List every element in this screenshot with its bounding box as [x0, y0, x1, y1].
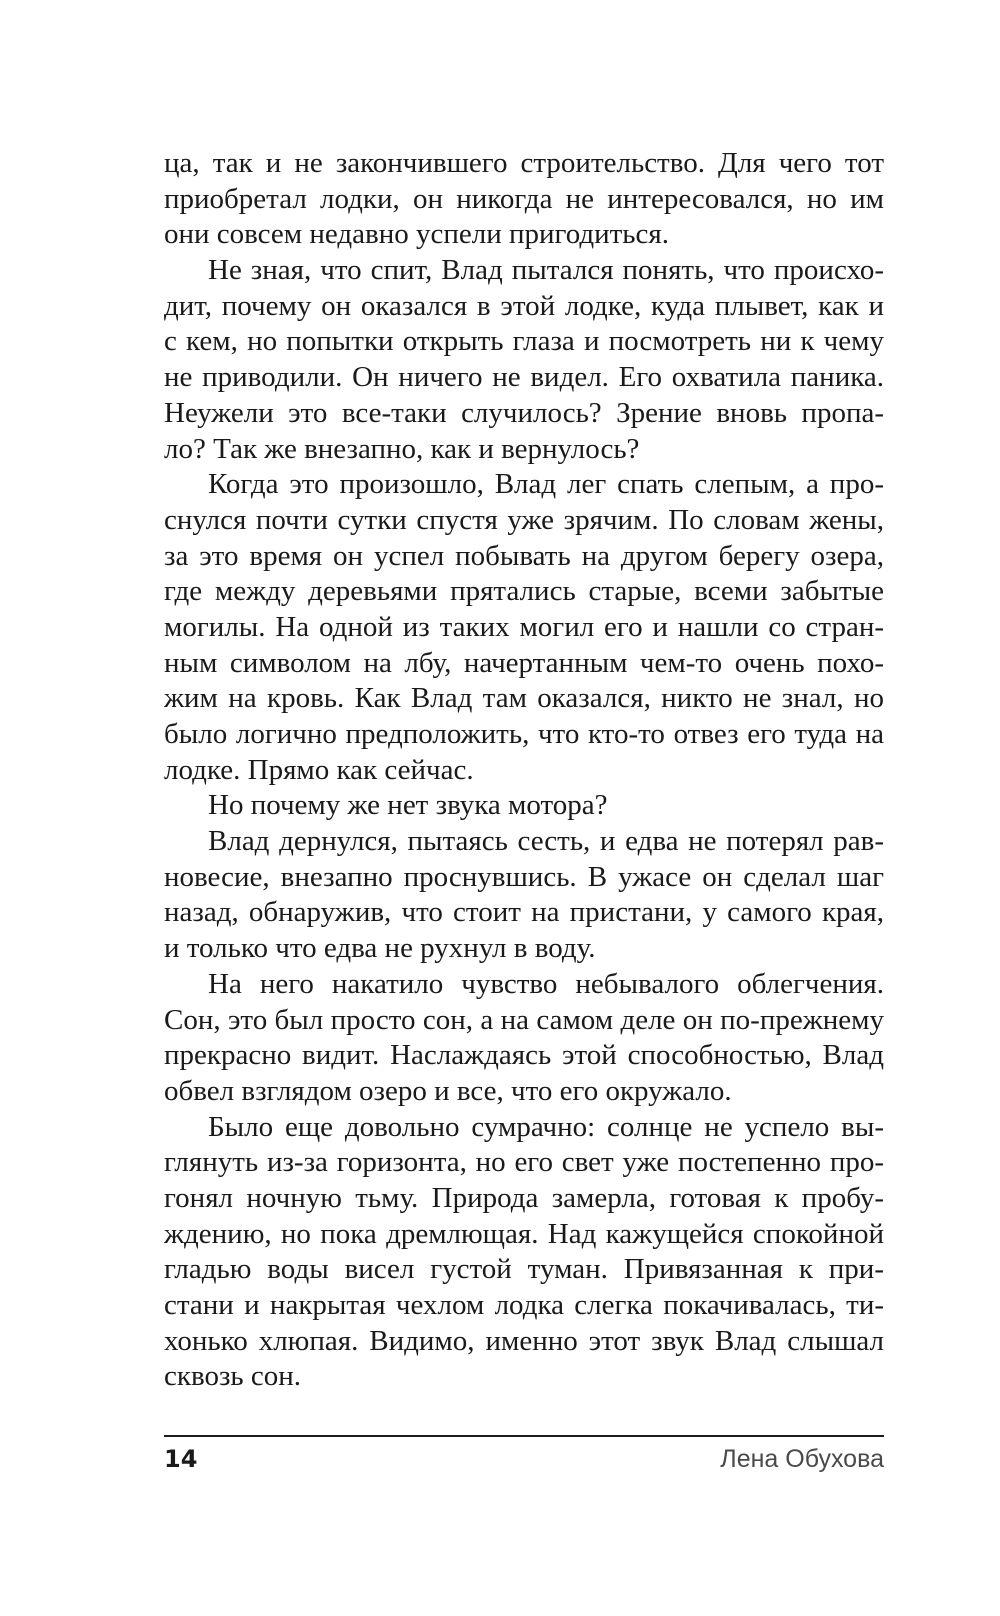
- text-line: Но почему же нет звука мотора?: [208, 789, 608, 822]
- text-line: было логично предположить, что кто-то отвез его туда на: [164, 718, 884, 750]
- text-line: снулся почти сутки спустя уже зрячим. По словам жены,: [164, 503, 884, 536]
- text-line: новесие, внезапно проснувшись. В ужасе он сделал шаг: [164, 860, 884, 893]
- paragraph: [164, 467, 884, 788]
- paragraph: [164, 146, 884, 253]
- author-name: Лена Обухова: [720, 1445, 884, 1473]
- text-line: Сон, это был просто сон, а на самом деле он по-прежнему: [164, 1003, 884, 1036]
- paragraph: [164, 967, 884, 1110]
- text-line: дит, почему он оказался в этой лодке, куда плывет, как и: [164, 289, 884, 322]
- text-line: где между деревьями прятались старые, всеми забытые: [164, 575, 884, 608]
- text-line: сквозь сон.: [164, 1360, 302, 1393]
- text-line: назад, обнаружив, что стоит на пристани, у самого края,: [164, 896, 884, 929]
- page-number: 14: [164, 1445, 198, 1473]
- text-line: они совсем недавно успели пригодиться.: [164, 218, 669, 251]
- text-line: с кем, но попытки открыть глаза и посмотреть ни к чему: [164, 325, 884, 358]
- paragraph: [164, 788, 884, 824]
- text-line: хонько хлюпая. Видимо, именно этот звук Влад слышал: [164, 1324, 884, 1357]
- text-line: Было еще довольно сумрачно: солнце не успело вы-: [208, 1110, 884, 1143]
- text-line: ждению, но пока дремлющая. Над кажущейся спокойной: [164, 1217, 884, 1250]
- text-line: за это время он успел побывать на другом берегу озера,: [164, 539, 884, 572]
- text-line: прекрасно видит. Наслаждаясь этой способностью, Влад: [164, 1039, 884, 1072]
- text-line: и только что едва не рухнул в воду.: [164, 932, 596, 965]
- text-line: ным символом на лбу, начертанным чем-то очень похо-: [164, 646, 884, 679]
- footer-divider: [164, 1435, 884, 1437]
- text-line: Неужели это все-таки случилось? Зрение вновь пропа-: [164, 396, 884, 429]
- paragraph: [164, 824, 884, 967]
- text-line: ло? Так же внезапно, как и вернулось?: [164, 432, 640, 465]
- text-line: лодке. Прямо как сейчас.: [164, 753, 474, 786]
- text-line: ца, так и не закончившего строительство. Для чего тот: [164, 147, 884, 179]
- text-line: обвел взглядом озеро и все, что его окружало.: [164, 1074, 732, 1107]
- text-line: могилы. На одной из таких могил его и нашли со стран-: [164, 610, 884, 643]
- paragraph: [164, 1110, 884, 1396]
- text-line: стани и накрытая чехлом лодка слегка покачивалась, ти-: [164, 1289, 884, 1321]
- text-line: жим на кровь. Как Влад там оказался, никто не знал, но: [164, 682, 884, 715]
- text-line: не приводили. Он ничего не видел. Его охватила паника.: [164, 361, 884, 394]
- text-line: Когда это произошло, Влад лег спать слепым, а про-: [208, 468, 884, 501]
- body-text: [164, 146, 884, 1395]
- text-line: Не зная, что спит, Влад пытался понять, что происхо-: [208, 254, 884, 287]
- paragraph: [164, 253, 884, 467]
- text-line: Влад дернулся, пытаясь сесть, и едва не потерял рав-: [208, 825, 884, 858]
- text-line: гонял ночную тьму. Природа замерла, готовая к пробу-: [164, 1181, 884, 1214]
- text-line: гладью воды висел густой туман. Привязанная к при-: [164, 1253, 884, 1286]
- text-line: глянуть из-за горизонта, но его свет уже постепенно про-: [164, 1146, 884, 1179]
- text-line: На него накатило чувство небывалого облегчения.: [208, 967, 884, 1000]
- text-line: приобретал лодки, он никогда не интересовался, но им: [164, 182, 884, 215]
